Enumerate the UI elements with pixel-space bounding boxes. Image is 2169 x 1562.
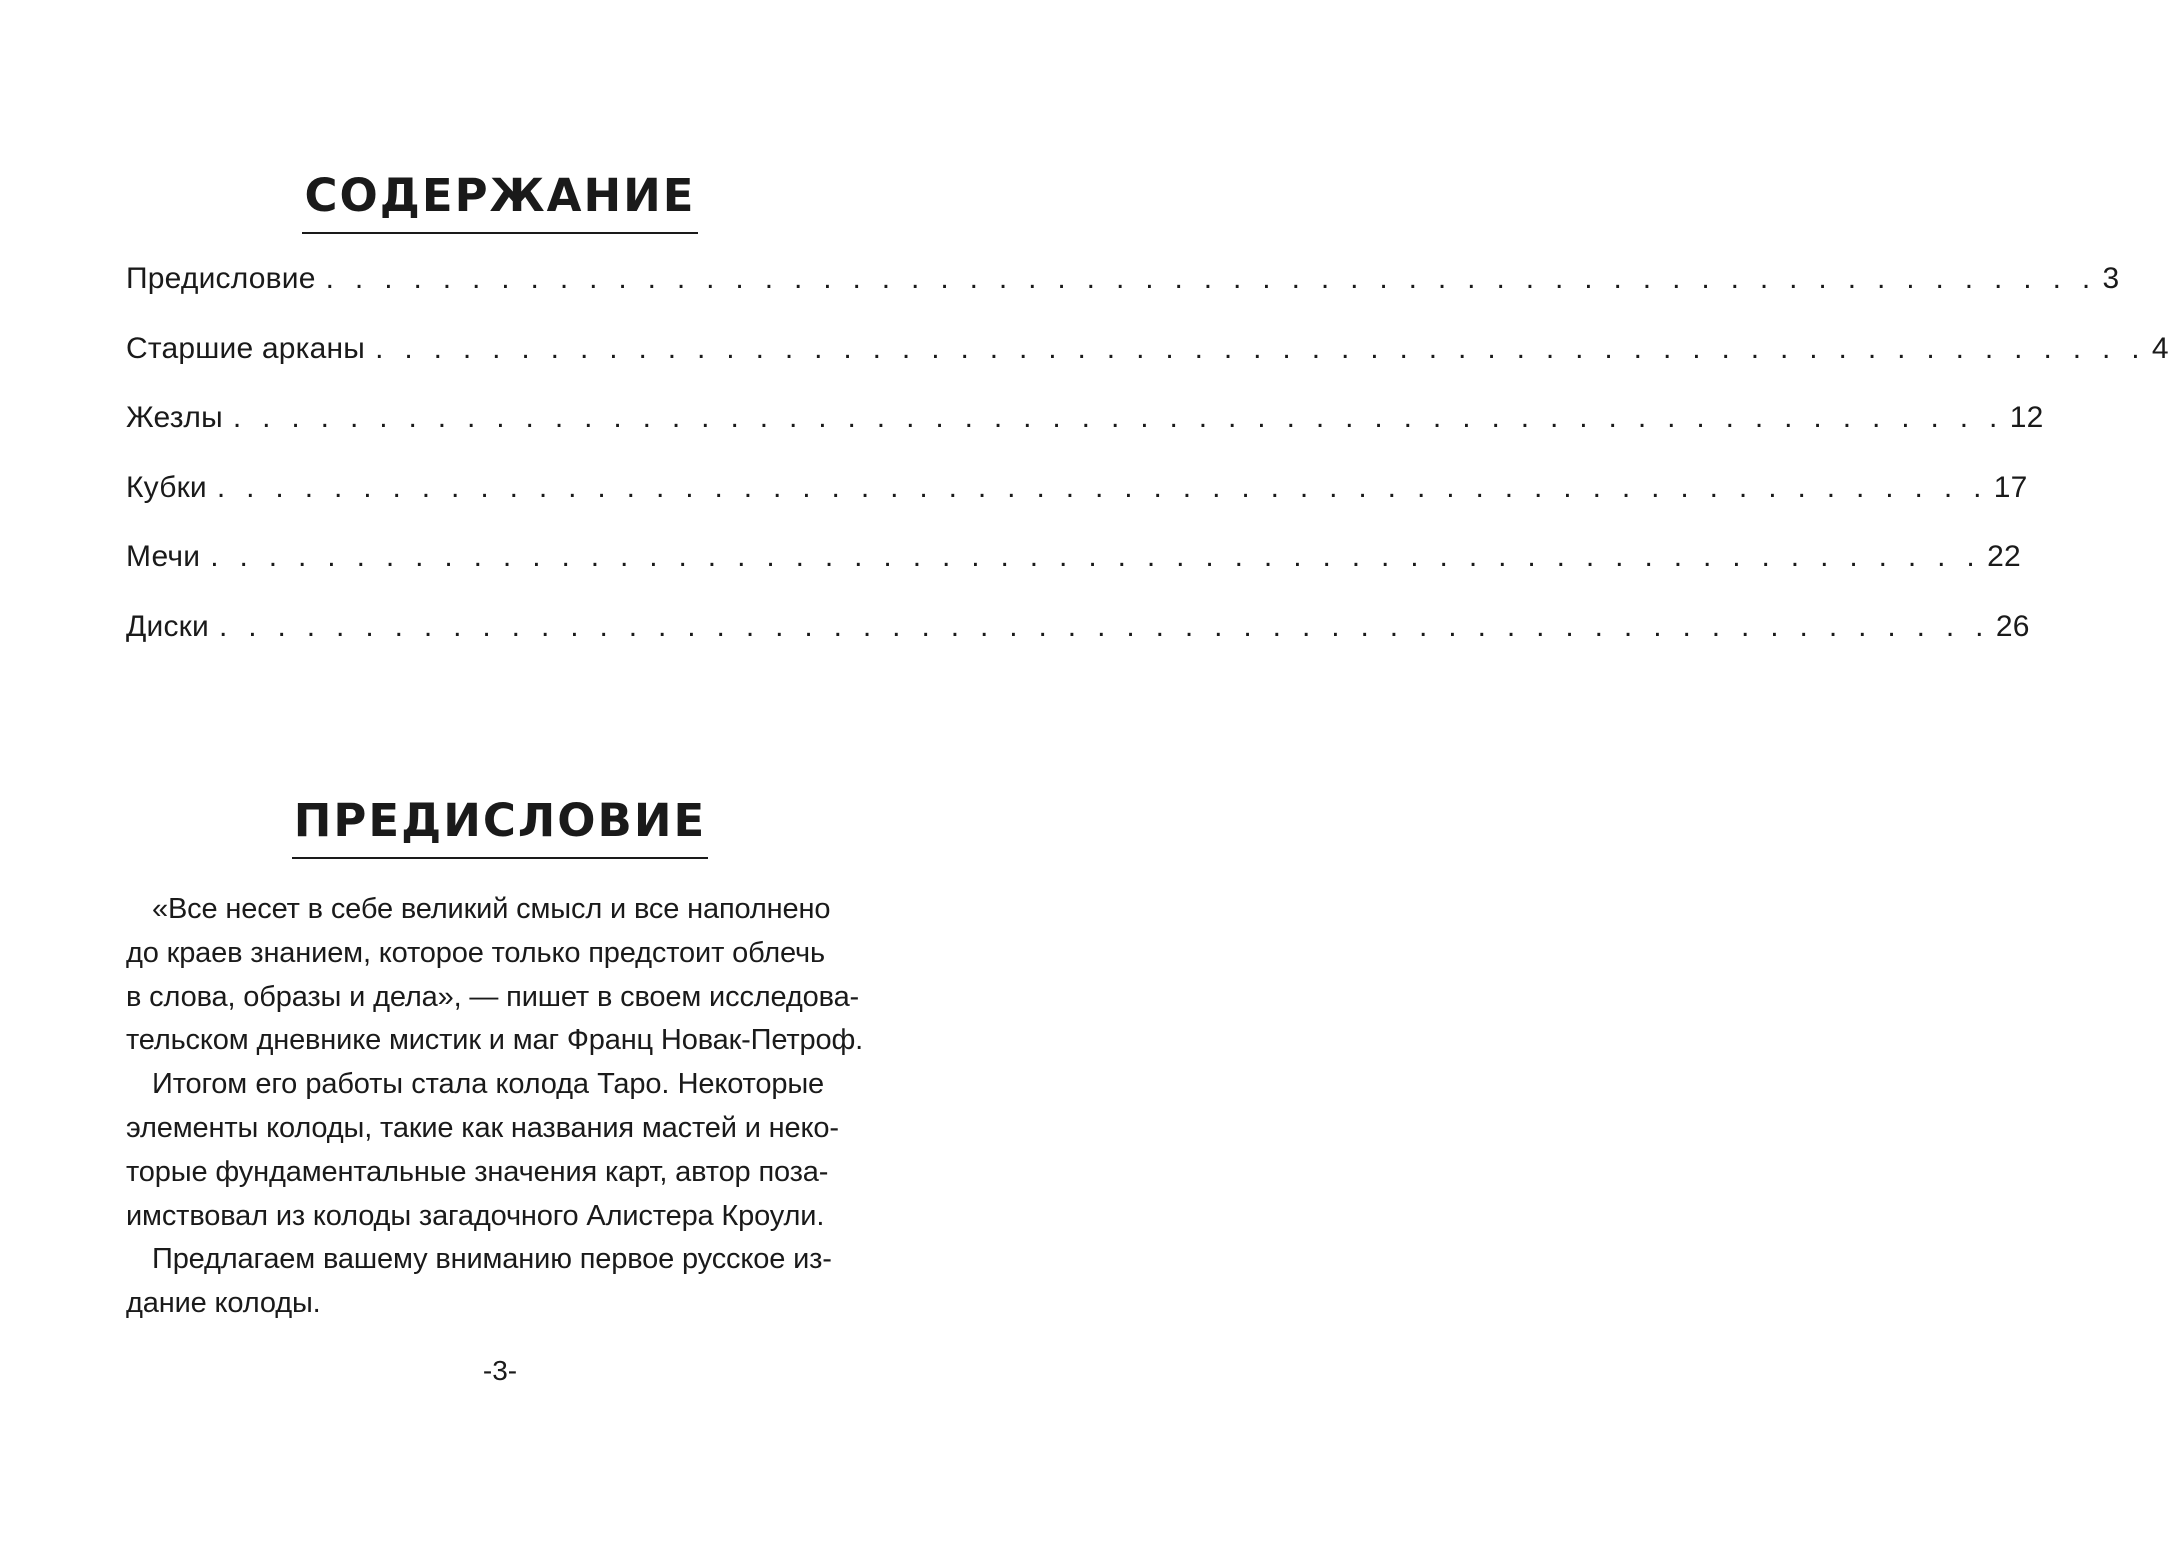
- toc-entry: [126, 331, 2169, 402]
- preface-line: до краев знанием, которое только предстоит облечь: [126, 936, 825, 969]
- toc-entry: [126, 540, 2021, 610]
- page-number: -3-: [482, 1355, 518, 1386]
- toc-entry: [126, 470, 2028, 541]
- toc-entry-title: Диски: [126, 609, 209, 643]
- toc-entry-page: 22: [1987, 540, 2021, 573]
- preface-line: в слова, образы и дела», — пишет в своем исследова-: [126, 980, 860, 1013]
- toc-entry: [126, 401, 2044, 471]
- preface-paragraph: [126, 888, 864, 1063]
- toc-entry-leader-dots: . . . . . . . . . . . . . . . . . . . . . . . . . . . . . . . . . . . . . . . . . . . . . . . . . . . . . . . . . . . . .: [325, 262, 2097, 295]
- toc-entry-title: Кубки: [126, 470, 207, 504]
- preface-line: дание колоды.: [126, 1287, 321, 1320]
- preface-line: имствовал из колоды загадочного Алистера Кроули.: [126, 1199, 825, 1232]
- toc-entry-title: Старшие арканы: [126, 331, 366, 365]
- preface-line: Предлагаем вашему вниманию первое русское из-: [152, 1243, 832, 1276]
- toc-entry-page: 4: [2151, 331, 2169, 365]
- toc-entry-title: Мечи: [126, 540, 201, 573]
- toc-entry: [126, 262, 2120, 332]
- preface-line: торые фундаментальные значения карт, автор поза-: [126, 1155, 829, 1188]
- toc-entry-leader-dots: . . . . . . . . . . . . . . . . . . . . . . . . . . . . . . . . . . . . . . . . . . . . . . . . . . . . . . . . . . . . .: [232, 401, 2004, 434]
- preface-heading: ПРЕДИСЛОВИЕ: [292, 795, 708, 859]
- preface-paragraph: [126, 1063, 839, 1238]
- toc-heading-container: [0, 170, 1000, 234]
- toc-entry-page: 3: [2102, 262, 2120, 295]
- preface-body: [126, 888, 864, 1326]
- toc-entry-leader-dots: . . . . . . . . . . . . . . . . . . . . . . . . . . . . . . . . . . . . . . . . . . . . . . . . . . . . . . . . . . . . .: [210, 540, 1982, 573]
- table-of-contents: [126, 262, 2169, 679]
- preface-line: тельском дневнике мистик и маг Франц Новак-Петроф.: [126, 1024, 864, 1057]
- toc-entry-page: 12: [2009, 401, 2044, 434]
- toc-entry-title: Предисловие: [126, 262, 316, 295]
- preface-line: Итогом его работы стала колода Таро. Некоторые: [152, 1068, 824, 1101]
- preface-line: элементы колоды, такие как названия мастей и неко-: [126, 1111, 839, 1144]
- preface-paragraph: [126, 1238, 832, 1326]
- toc-entry-title: Жезлы: [126, 401, 223, 434]
- preface-heading-container: [0, 795, 1000, 859]
- toc-entry-leader-dots: . . . . . . . . . . . . . . . . . . . . . . . . . . . . . . . . . . . . . . . . . . . . . . . . . . . . . . . . . . . . .: [218, 609, 1990, 643]
- preface-line: «Все несет в себе великий смысл и все наполнено: [152, 893, 831, 925]
- toc-entry-page: 17: [1993, 470, 2028, 504]
- toc-entry-page: 26: [1995, 609, 2030, 643]
- toc-entry-leader-dots: . . . . . . . . . . . . . . . . . . . . . . . . . . . . . . . . . . . . . . . . . . . . . . . . . . . . . . . . . . . . .: [216, 470, 1988, 504]
- toc-entry: [126, 609, 2030, 680]
- toc-entry-leader-dots: . . . . . . . . . . . . . . . . . . . . . . . . . . . . . . . . . . . . . . . . . . . . . . . . . . . . . . . . . . . . .: [375, 331, 2146, 365]
- toc-heading: СОДЕРЖАНИЕ: [302, 170, 697, 234]
